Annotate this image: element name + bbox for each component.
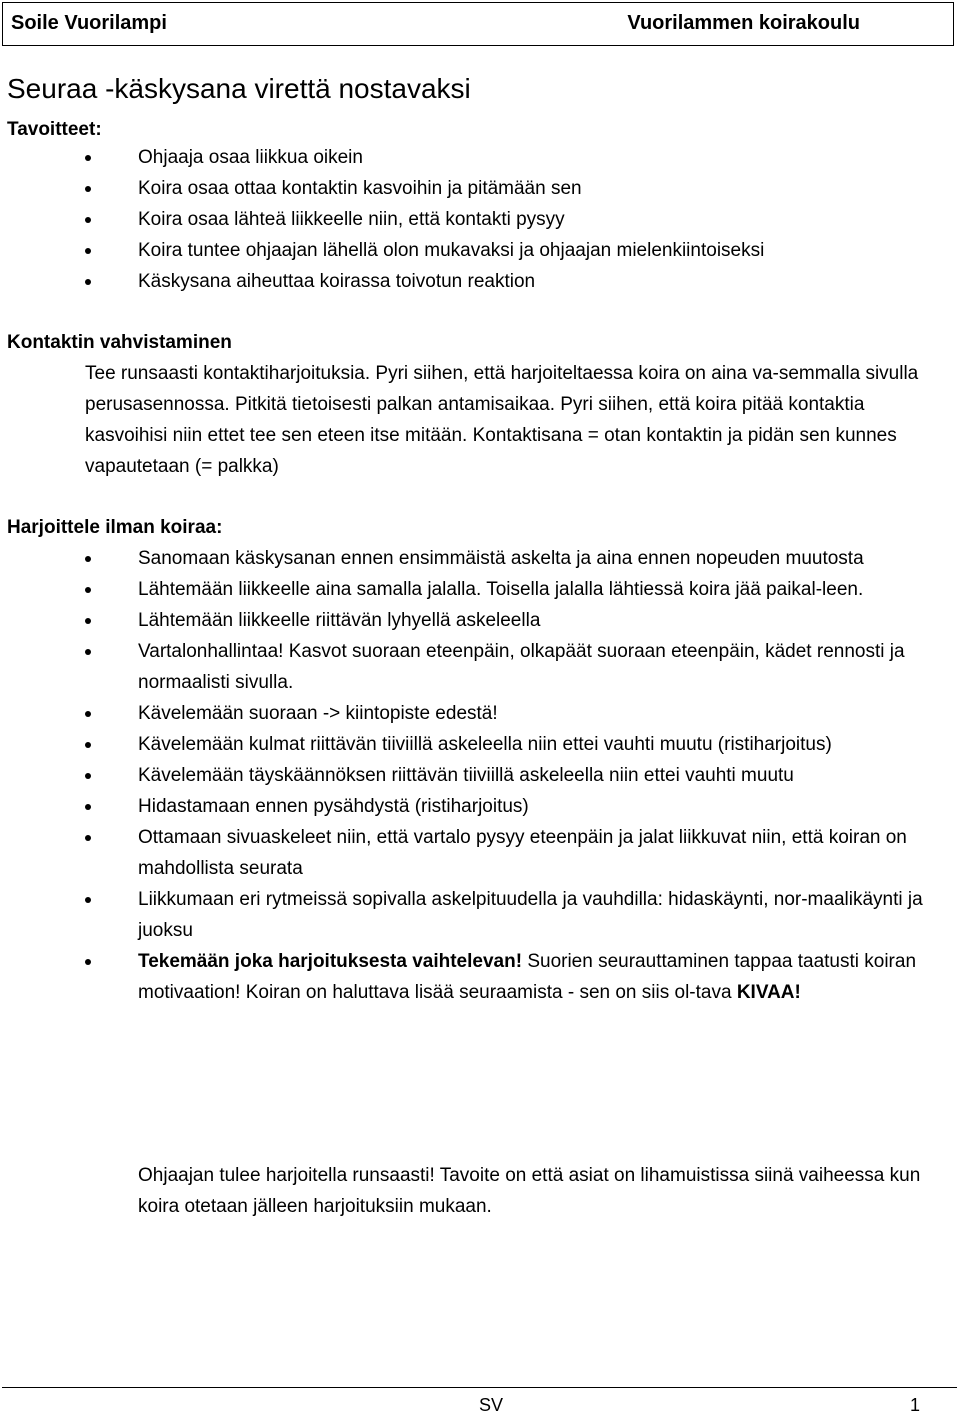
bullet-icon	[85, 217, 91, 223]
list-item: Sanomaan käskysanan ennen ensimmäistä askelta ja aina ennen nopeuden muutosta	[0, 543, 958, 574]
page-title: Seuraa -käskysana virettä nostavaksi	[7, 73, 471, 104]
bullet-icon	[85, 618, 91, 624]
list-item: Vartalonhallintaa! Kasvot suoraan eteenpäin, olkapäät suoraan eteenpäin, kädet rennosti ja normaalisti sivulla.	[0, 636, 958, 698]
footer-initials: SV	[479, 1395, 504, 1415]
contact-paragraph: Tee runsaasti kontaktiharjoituksia. Pyri siihen, että harjoiteltaessa koira on aina va-semmalla sivulla perusasennossa. Pitkitä tietoisesti palkan antamisaikaa. Pyri siihen, että koira pitää kontaktia kasvoihisi niin ettet tee sen eteen itse mitään. Kontaktisana = otan kontaktin ja pidän sen kunnes vapautetaan (= palkka)	[85, 363, 919, 477]
list-item: Kävelemään täyskäännöksen riittävän tiiviillä askeleella niin ettei vauhti muutu	[0, 760, 958, 791]
goals-list	[0, 142, 958, 297]
closing-paragraph: Ohjaajan tulee harjoitella runsaasti! Tavoite on että asiat on lihamuistissa siinä vaiheessa kun koira otetaan jälleen harjoituksiin mukaan.	[138, 1165, 921, 1217]
bullet-icon	[85, 248, 91, 254]
item-text: Suorien seurauttaminen tappaa taatusti koiran motivaation! Koiran on haluttava lisää seuraamista - sen on siis ol-tava	[138, 951, 917, 1003]
list-item: Koira osaa lähteä liikkeelle niin, että kontakti pysyy	[0, 204, 958, 235]
list-item	[0, 946, 958, 1008]
bullet-icon	[85, 279, 91, 285]
page-number: 1	[910, 1395, 921, 1415]
header-author: Soile Vuorilampi	[11, 12, 167, 34]
list-item: Lähtemään liikkeelle aina samalla jalalla. Toisella jalalla lähtiessä koira jää paikal-leen.	[0, 574, 958, 605]
list-item: Kävelemään kulmat riittävän tiiviillä askeleella niin ettei vauhti muutu (ristiharjoitus)	[0, 729, 958, 760]
bullet-icon	[85, 587, 91, 593]
page-header	[2, 2, 954, 46]
list-item: Kävelemään suoraan -> kiintopiste edestä!	[0, 698, 958, 729]
footer-divider	[2, 1387, 957, 1388]
bullet-icon	[85, 897, 91, 903]
list-item: Koira osaa ottaa kontaktin kasvoihin ja pitämään sen	[0, 173, 958, 204]
list-item: Ohjaaja osaa liikkua oikein	[0, 142, 958, 173]
bullet-icon	[85, 186, 91, 192]
bullet-icon	[85, 649, 91, 655]
bullet-icon	[85, 711, 91, 717]
header-school: Vuorilammen koirakoulu	[627, 12, 860, 34]
bullet-icon	[85, 773, 91, 779]
goals-heading: Tavoitteet:	[7, 119, 102, 140]
emphasis-lead: Tekemään joka harjoituksesta vaihtelevan!	[138, 951, 523, 972]
bullet-icon	[85, 835, 91, 841]
contact-heading: Kontaktin vahvistaminen	[7, 332, 232, 353]
bullet-icon	[85, 556, 91, 562]
list-item: Ottamaan sivuaskeleet niin, että vartalo pysyy eteenpäin ja jalat liikkuvat niin, että koiran on mahdollista seurata	[0, 822, 958, 884]
list-item: Käskysana aiheuttaa koirassa toivotun reaktion	[0, 266, 958, 297]
list-item: Hidastamaan ennen pysähdystä (ristiharjoitus)	[0, 791, 958, 822]
bullet-icon	[85, 742, 91, 748]
list-item: Liikkumaan eri rytmeissä sopivalla askelpituudella ja vauhdilla: hidaskäynti, nor-maalikäynti ja juoksu	[0, 884, 958, 946]
bullet-icon	[85, 155, 91, 161]
list-item: Koira tuntee ohjaajan lähellä olon mukavaksi ja ohjaajan mielenkiintoiseksi	[0, 235, 958, 266]
practice-list	[0, 543, 958, 1008]
bullet-icon	[85, 959, 91, 965]
bullet-icon	[85, 804, 91, 810]
list-item: Lähtemään liikkeelle riittävän lyhyellä askeleella	[0, 605, 958, 636]
practice-heading: Harjoittele ilman koiraa:	[7, 517, 223, 538]
emphasis-end: KIVAA!	[736, 982, 801, 1003]
